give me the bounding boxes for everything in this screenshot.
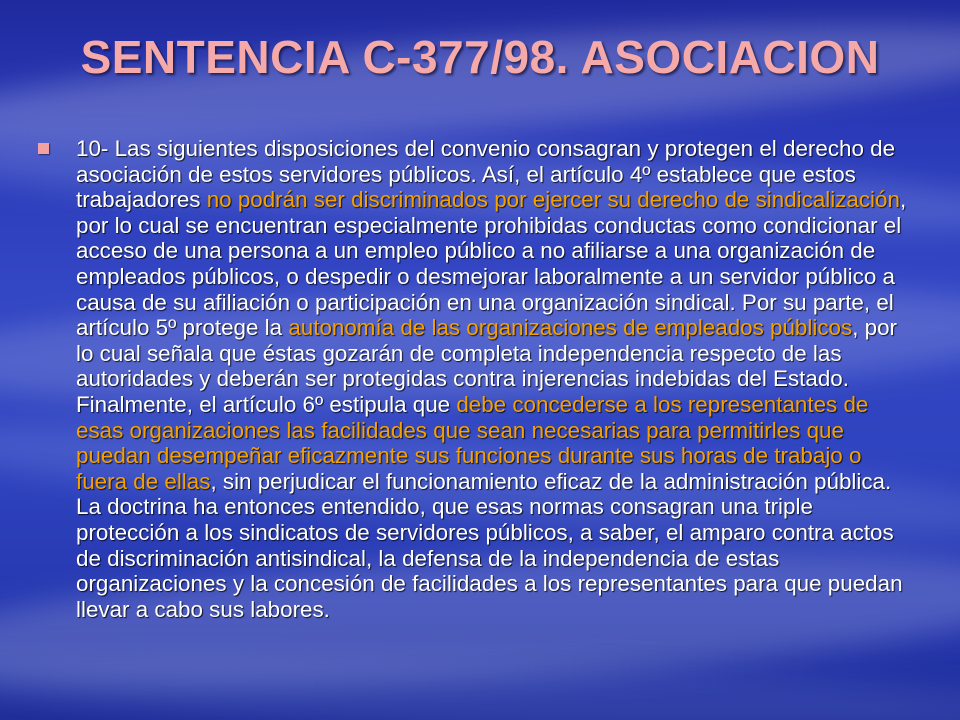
paragraph-text: , sin perjudicar el funcionamiento eficaz de la administración pública. La doctrina ha entonces entendido, que esas normas consagran una triple protección a los sindicatos de servidores públicos, a saber, el amparo contra actos de discriminación antisindical, la defensa de la independencia de estas organizaciones y la concesión de facilidades a los representantes para que puedan llevar a cabo sus labores.: [76, 468, 903, 622]
bullet-paragraph: [76, 136, 918, 622]
paragraph-text: 10- Las siguientes disposiciones del convenio consagran y protegen el derecho de asociación de estos servidores públicos. Así, el artículo 4º establece que estos trabajadores: [76, 136, 896, 213]
bullet-icon: [38, 143, 49, 154]
highlight-text: autonomía de las organizaciones de empleados públicos: [288, 315, 853, 341]
background-wave: [0, 640, 960, 720]
slide-body: [38, 136, 918, 622]
paragraph-text: , por lo cual señala que éstas gozarán de completa independencia respecto de las autoridades y deberán ser protegidas contra injerencias indebidas del Estado. Finalmente, el artículo 6º estipula que: [76, 315, 897, 417]
slide-title: SENTENCIA C-377/98. ASOCIACION: [80, 31, 880, 83]
paragraph-text: , por lo cual se encuentran especialmente prohibidas conductas como condicionar el acceso de una persona a un empleo público a no afiliarse a una organización de empleados públicos, o despedir o desmejorar laboralmente a un servidor público a causa de su afiliación o participación en una organización sindical. Por su parte, el artículo 5º protege la: [76, 187, 907, 341]
highlight-text: no podrán ser discriminados por ejercer su derecho de sindicalización: [206, 187, 900, 213]
highlight-text: debe concederse a los representantes de esas organizaciones las facilidades que sean necesarias para permitirles que puedan desempeñar eficazmente sus funciones durante sus horas de trabajo o fuera de ellas: [76, 391, 869, 494]
